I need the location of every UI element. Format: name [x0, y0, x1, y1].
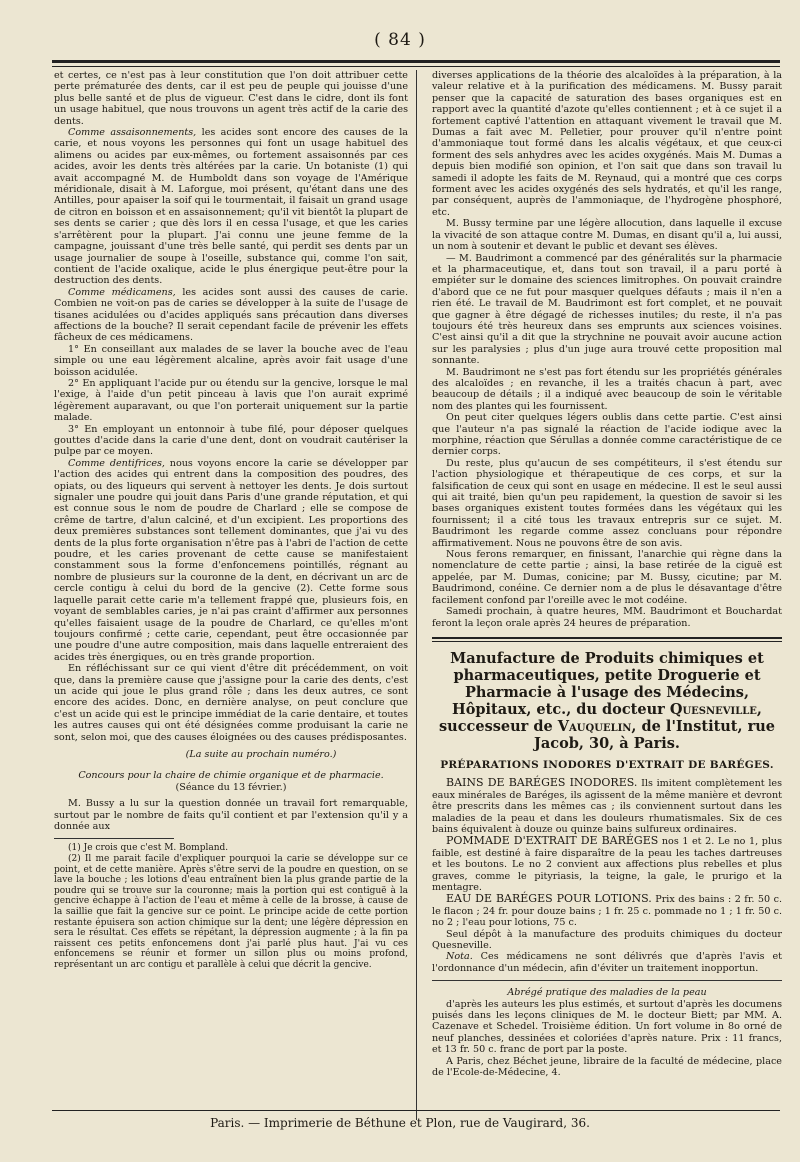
right-column [432, 70, 782, 1078]
eau-title: EAU DE BARÉGES POUR LOTIONS. [446, 892, 652, 906]
right-paragraph-5: On peut citer quelques légers oublis dans cette partie. C'est ainsi que l'auteur n'a pas signalé la réaction de l'acide iodique avec la morphine, réaction que Sérullas a donnée comme caractéristique de ce dernier corps. [432, 412, 782, 458]
bains-title: BAINS DE BARÉGES INODORES. [446, 776, 638, 790]
abrege-paragraph: d'après les auteurs les plus estimés, et surtout d'après les documens puisés dans les leçons cliniques de M. le docteur Biett; par MM. A. Cazenave et Schedel. Troisième édition. Un fort volume in 8o orné de neuf planches, dessinées et coloriées d'après nature. Prix : 11 francs, et 13 fr. 50 c. franc de port par la poste. [432, 998, 782, 1056]
lead-assaisonnements: Comme assaisonnements, [68, 127, 197, 139]
depot-note: Seul dépôt à la manufacture des produits chimiques du docteur Quesneville. [432, 928, 782, 951]
left-paragraph-2-text: les acides sont encore des causes de la carie, et nous voyons les personnes qui font un usage habituel des alimens ou acides par eux-mêmes, ou fortement assaisonnés par ces acides, avoir les dents très altérées par la carie. Un botaniste (1) qui avait accompagné M. de Humboldt dans son voyage de l'Amérique méridionale, disait à M. Laforgue, moi présent, qu'étant dans une des Antilles, pour apaiser la soif qui le tourmentait, il faisait un grand usage de citron en boisson et en assaisonnement; qu'il vit bientôt la plupart de ses dents se carier ; que dès lors il en cessa l'usage, et que les caries s'arrêtèrent pour la plupart. J'ai connu une jeune femme de la campagne, jouissant d'une très belle santé, qui perdit ses dents par un usage journalier de soupe à l'oseille, substance qui, comme l'on sait, contient de l'acide oxalique, acide le plus énergique peut-être pour la destruction des dents. [54, 127, 408, 287]
nota-text: Ces médicamens ne sont délivrés que d'après l'avis et l'ordonnance d'un médecin, afin d'éviter un traitement inopportun. [432, 951, 782, 974]
header-rule [52, 60, 780, 67]
bains-paragraph [432, 777, 782, 835]
concours-title: Concours pour la chaire de chimie organique et de pharmacie. [78, 770, 384, 782]
left-paragraph-9: M. Bussy a lu sur la question donnée un travail fort remarquable, surtout par le nombre de faits qu'il contient et par l'extension qu'il y a donnée aux [54, 798, 408, 832]
left-paragraph-3 [54, 287, 408, 344]
right-paragraph-1: diverses applications de la théorie des alcaloïdes à la préparation, à la valeur relative et à la purification des médicamens. M. Bussy parait penser que la capacité de saturation des bases organiques est en rapport avec la quantité d'azote qu'elles contiennent ; et à ce sujet il a fortement captivé l'attention en attaquant vivement le travail que M. Dumas a fait avec M. Pelletier, pour prouver qu'il n'entre point d'ammoniaque tout formé dans les alcalis végétaux, et que ceux-ci forment des sels anhydres avec les acides oxygénés. Mais M. Dumas a depuis bien modifié son opinion, et l'on sait que dans son travail lu samedi il adopte les faits de M. Reynaud, qui a montré que ces corps forment avec les acides oxygénés des sels hydratés, et qu'il les range, par conséquent, auprès de l'ammoniaque, de l'hydrogène phosphoré, etc. [432, 70, 782, 218]
bains-text: Ils imitent complètement les eaux minérales de Baréges, ils agissent de la même manière et devront être prescrits dans les mêmes cas ; ils conviennent surtout dans les maladies de la peau et dans les douleurs rhumatismales. Six de ces bains équivalent à douze ou quinze bains sulfureux ordinaires. [432, 778, 782, 835]
manufacture-name-quesneville: Quesneville [669, 700, 757, 718]
column-divider [416, 70, 417, 1120]
left-paragraph-1: et certes, ce n'est pas à leur constitution que l'on doit attribuer cette perte prématurée des dents, car il est peu de peuple qui jouisse d'une plus belle santé et de plus de vigueur. C'est dans le cidre, dont ils font un usage habituel, que nous trouvons un agent très actif de la carie des dents. [54, 70, 408, 127]
footer-rule [52, 1110, 780, 1111]
abrege-address: A Paris, chez Béchet jeune, libraire de la faculté de médecine, place de l'Ecole-de-Médecine, 4. [432, 1055, 782, 1079]
preparations-heading: PRÉPARATIONS INODORES D'EXTRAIT DE BARÉGES. [440, 758, 774, 771]
lead-dentifrices: Comme dentifrices, [68, 457, 165, 469]
right-paragraph-2: M. Bussy termine par une légère allocution, dans laquelle il excuse la vivacité de son attaque contre M. Dumas, en disant qu'il a, lui aussi, un nom à soutenir et devant le public et devant ses élèves. [432, 218, 782, 253]
right-paragraph-6: Du reste, plus qu'aucun de ses compétiteurs, il s'est étendu sur l'action physiologique et thérapeutique de ces corps, et sur la falsification de ceux qui sont en usage en médecine. Il est le seul aussi qui ait traité, bien qu'un peu rapidement, la question de savoir si les bases organiques existent toutes formées dans les végétaux qui les fournissent; il a cité tous les travaux entrepris sur ce sujet. M. Baudrimont les regarde comme assez concluans pour répondre affirmativement. Nous ne pouvons être de son avis. [432, 457, 782, 549]
left-paragraph-5: 2° En appliquant l'acide pur ou étendu sur la gencive, lorsque le mal l'exige, à l'aide d'un petit pinceau à lavis que l'on aurait exprimé légèrement auparavant, ou que l'on porterait uniquement sur la partie malade. [54, 377, 408, 424]
left-column [54, 70, 408, 971]
manufacture-title-part-a: Manufacture de Produits chimiques et pharmaceutiques, petite Droguerie et Pharmacie à l'usage des Médecins, Hôpitaux, etc., du docteur [450, 649, 764, 718]
manufacture-title-part-b: , successeur de [438, 700, 762, 735]
left-paragraph-7-text: nous voyons encore la carie se développer par l'action des acides qui entrent dans la composition des poudres, des opiats, ou des liqueurs qui servent à nettoyer les dents. Je dois surtout signaler une poudre qui jouit dans Paris d'une grande réputation, et qui est connue sous le nom de poudre de Charlard ; elle se compose de crême de tartre, d'alun calciné, et d'un excipient. Les proportions des deux premières substances sont tellement dominantes, que j'ai vu des dents de la plus forte organisation n'être pas à l'abri de l'action de cette poudre, et les caries provenant de cette cause se manifestaient constamment sous la forme d'enfoncemens pointillés, régnant au nombre de plusieurs sur la couronne de la dent, en décrivant un arc de cercle contigu à celui du bord de la gencive (2). Cette forme sous laquelle parait cette carie m'a tellement frappé que, plusieurs fois, en voyant de semblables caries, je n'ai pas craint d'affirmer aux personnes qu'elles faisaient usage de la poudre de Charlard, ce qu'elles m'ont toujours confirmé ; cette carie, cependant, peut être occasionnée par une poudre d'une autre composition, mais dans laquelle entreraient des acides très énergiques, ou en très grande proportion. [54, 457, 408, 663]
seance-date: (Séance du 13 février.) [175, 781, 287, 793]
manufacture-title [432, 650, 782, 752]
pommade-paragraph [432, 835, 782, 893]
left-paragraph-4: 1° En conseillant aux malades de se laver la bouche avec de l'eau simple ou une eau légèrement alcaline, après avoir fait usage d'une boisson acidulée. [54, 343, 408, 378]
page-number: ( 84 ) [374, 30, 426, 50]
abrege-rule [432, 980, 782, 981]
abrege-title: Abrégé pratique des maladies de la peau [507, 987, 707, 999]
eau-text: Prix des bains : 2 fr. 50 c. le flacon ; 24 fr. pour douze bains ; 1 fr. 25 c. pommade no 1 ; 1 fr. 50 c. no 2 ; l'eau pour lotions, 75 c. [432, 894, 782, 929]
left-paragraph-2 [54, 127, 408, 287]
right-paragraph-8: Samedi prochain, à quatre heures, MM. Baudrimont et Bouchardat feront la leçon orale après 24 heures de préparation. [432, 606, 782, 629]
imprint-line: Paris. — Imprimerie de Béthune et Plon, rue de Vaugirard, 36. [210, 1116, 590, 1130]
manufacture-title-part-c: , de l'Institut, rue Jacob, 30, à Paris. [534, 717, 776, 752]
advert-rule [432, 637, 782, 642]
lead-medicamens: Comme médicamens, [68, 286, 176, 298]
manufacture-name-vauquelin: Vauquelin [557, 717, 632, 735]
right-paragraph-4: M. Baudrimont ne s'est pas fort étendu sur les propriétés générales des alcaloïdes ; en revanche, il les a traités chacun à part, avec beaucoup de détails ; il a indiqué avec beaucoup de soin le véritable nom des plantes qui les fournissent. [432, 366, 782, 412]
suite-note: (La suite au prochain numéro.) [185, 748, 337, 760]
footnote-separator [54, 838, 174, 839]
nota-lead: Nota. [446, 951, 473, 963]
nota-paragraph [432, 951, 782, 974]
left-paragraph-7 [54, 458, 408, 663]
footnote-2: (2) Il me parait facile d'expliquer pourquoi la carie se développe sur ce point, et de cette manière. Après s'être servi de la poudre en question, on se lave la bouche ; les lotions d'eau entraînent bien la plus grande partie de la poudre qui se trouve sur la couronne; mais la portion qui est contiguë à la gencive échappe à l'action de l'eau et même à celle de la brosse, à cause de la saillie que fait la gencive sur ce point. Le principe acide de cette portion restante épuisera son action chimique sur la dent; une légère dépression en sera le résultat. Ces effets se répétant, la dépression augmente ; à la fin pa raissent ces petits enfoncemens dont j'ai parlé plus haut. J'ai vu ces enfoncemens se réunir et former un sillon plus ou moins profond, représentant un arc contigu et parallèle à celui que décrit la gencive. [54, 854, 408, 970]
pommade-text: nos 1 et 2. Le no 1, plus faible, est destiné à faire disparaître de la peau les taches dartreuses et les boutons. Le no 2 convient aux affections plus rebelles et plus graves, comme le pityriasis, la teigne, la gale, le prurigo et la mentagre. [432, 836, 783, 893]
eau-paragraph [432, 893, 782, 928]
pommade-title: POMMADE D'EXTRAIT DE BARÉGES [446, 834, 659, 848]
right-paragraph-7: Nous ferons remarquer, en finissant, l'anarchie qui règne dans la nomenclature de cette partie ; ainsi, la base retirée de la ciguë est appelée, par M. Dumas, conicine; par M. Bussy, cicutine; par M. Baudrimond, conéine. Ce dernier nom a de plus le désavantage d'être facilement confond par l'oreille avec le mot codéine. [432, 549, 782, 606]
right-paragraph-3: — M. Baudrimont a commencé par des généralités sur la pharmacie et la pharmaceutique, et, dans tout son travail, il a paru porté à empiéter sur le domaine des sciences limitrophes. On pouvait craindre d'abord que ce ne fut pour masquer quelques défauts ; mais il n'en a rien été. Le travail de M. Baudrimont est fort complet, et ne pouvait que gagner à être dégagé de richesses inutiles; du reste, il n'a pas toujours été très heureux dans ses emprunts aux sciences voisines. C'est ainsi qu'il a dit que la strychnine ne pouvait avoir aucune action sur les paralysies ; plus d'un juge aura trouvé cette proposition mal sonnante. [432, 252, 782, 367]
left-paragraph-3-text: les acides sont aussi des causes de carie. Combien ne voit-on pas de caries se développer à la suite de l'usage de tisanes acidulées ou d'acides appliqués sans précaution dans diverses affections de la bouche? Il serait cependant facile de prévenir les effets fâcheux de ces médicamens. [54, 286, 408, 344]
left-paragraph-6: 3° En employant un entonnoir à tube filé, pour déposer quelques gouttes d'acide dans la carie d'une dent, dont on voudrait cautériser la pulpe par ce moyen. [54, 423, 408, 458]
left-paragraph-8: En réfléchissant sur ce qui vient d'être dit précédemment, on voit que, dans la première cause que j'assigne pour la carie des dents, c'est un acide qui joue le plus grand rôle ; dans les deux autres, ce sont encore des acides. Donc, en dernière analyse, on peut conclure que c'est un acide qui est le principe immédiat de la carie dentaire, et toutes les autres causes qui ont été désignées comme produisant la carie ne sont, selon moi, que des causes éloignées ou des causes prédisposantes. [54, 663, 408, 743]
footnote-1: (1) Je crois que c'est M. Bompland. [68, 843, 229, 854]
